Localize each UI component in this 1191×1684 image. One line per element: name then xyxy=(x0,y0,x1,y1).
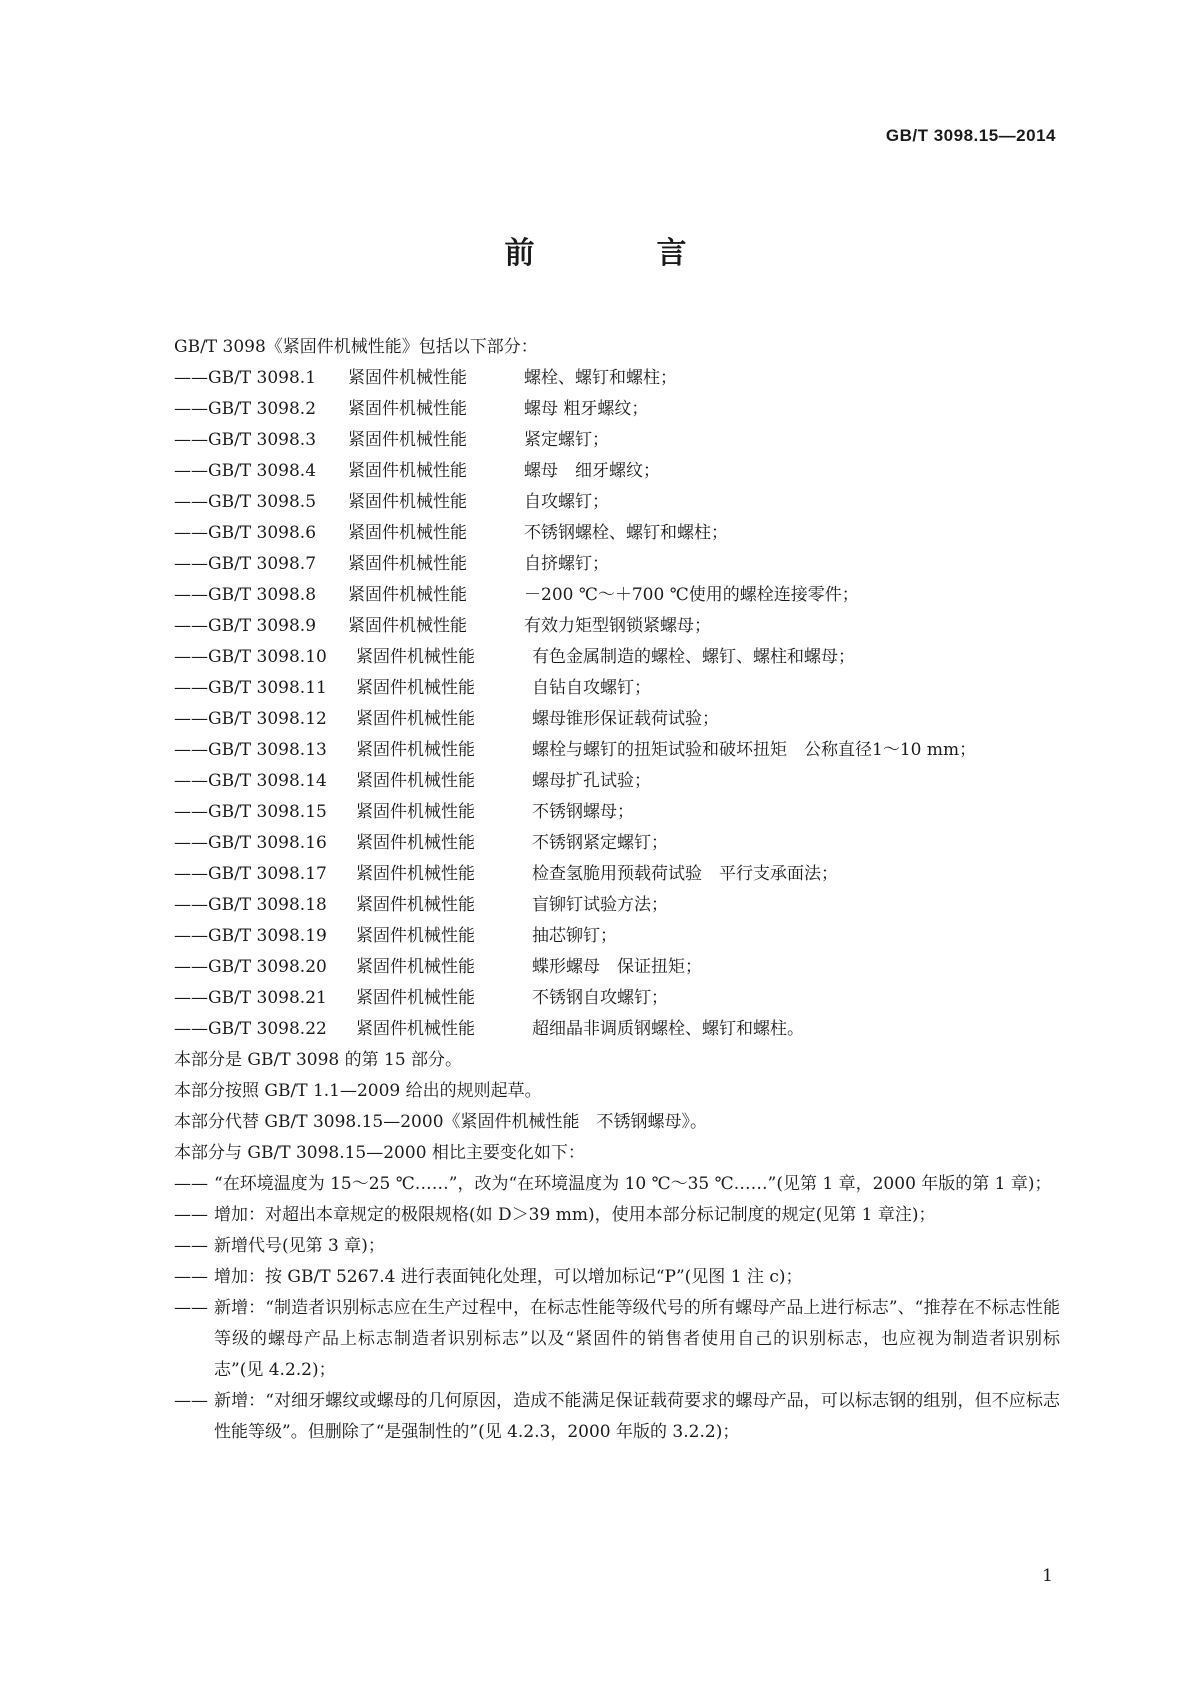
part-desc: 螺母锥形保证载荷试验； xyxy=(532,709,719,729)
part-code: GB/T 3098.18 xyxy=(208,895,327,915)
foreword-body xyxy=(174,332,1060,1448)
part-desc: 不锈钢自攻螺钉； xyxy=(532,988,668,1008)
part-desc: 自攻螺钉； xyxy=(524,492,609,512)
part-code: GB/T 3098.1 xyxy=(208,368,317,388)
change-item xyxy=(174,1386,1060,1448)
dash-marker: —— xyxy=(174,864,208,884)
dash-marker: —— xyxy=(174,895,208,915)
part-item xyxy=(174,363,1060,394)
part-item xyxy=(174,456,1060,487)
dash-marker: —— xyxy=(174,585,208,605)
part-desc: 螺栓、螺钉和螺柱； xyxy=(524,368,677,388)
part-desc: 抽芯铆钉； xyxy=(532,926,617,946)
part-code: GB/T 3098.2 xyxy=(208,399,317,419)
change-item xyxy=(174,1262,1060,1293)
part-name: 紧固件机械性能 xyxy=(348,554,467,574)
statement-paragraph: 本部分是 GB/T 3098 的第 15 部分。 xyxy=(174,1050,463,1070)
change-item xyxy=(174,1169,1060,1200)
part-item xyxy=(174,425,1060,456)
part-code: GB/T 3098.3 xyxy=(208,430,317,450)
part-code: GB/T 3098.19 xyxy=(208,926,327,946)
dash-marker: —— xyxy=(174,1019,208,1039)
part-code: GB/T 3098.5 xyxy=(208,492,317,512)
dash-marker: —— xyxy=(174,802,208,822)
part-name: 紧固件机械性能 xyxy=(356,771,475,791)
part-name: 紧固件机械性能 xyxy=(348,492,467,512)
parts-list xyxy=(174,363,1060,1045)
part-code: GB/T 3098.15 xyxy=(208,802,327,822)
part-name: 紧固件机械性能 xyxy=(356,895,475,915)
part-item xyxy=(174,983,1060,1014)
dash-marker: —— xyxy=(174,1267,208,1287)
part-desc: 蝶形螺母 保证扭矩； xyxy=(532,957,702,977)
statement-paragraph: 本部分与 GB/T 3098.15—2000 相比主要变化如下： xyxy=(174,1143,585,1163)
dash-marker: —— xyxy=(174,1205,208,1225)
part-desc: 螺母扩孔试验； xyxy=(532,771,651,791)
part-code: GB/T 3098.22 xyxy=(208,1019,327,1039)
part-code: GB/T 3098.14 xyxy=(208,771,327,791)
part-name: 紧固件机械性能 xyxy=(356,864,475,884)
change-text: 新增代号(见第 3 章)； xyxy=(214,1236,385,1256)
change-text: 新增：“对细牙螺纹或螺母的几何原因，造成不能满足保证载荷要求的螺母产品，可以标志钢的组别，但不应标志性能等级”。但删除了“是强制性的”(见 4.2.3，2000 年版的 3.2.2)； xyxy=(214,1391,1060,1442)
part-desc: 有色金属制造的螺栓、螺钉、螺柱和螺母； xyxy=(532,647,855,667)
statements xyxy=(174,1045,1060,1169)
part-code: GB/T 3098.8 xyxy=(208,585,317,605)
part-item xyxy=(174,394,1060,425)
dash-marker: —— xyxy=(174,554,208,574)
change-text: 增加：按 GB/T 5267.4 进行表面钝化处理，可以增加标记“P”(见图 1 注 c)； xyxy=(214,1267,803,1287)
page-title: 前 言 xyxy=(504,236,733,271)
part-name: 紧固件机械性能 xyxy=(348,585,467,605)
dash-marker: —— xyxy=(174,678,208,698)
dash-marker: —— xyxy=(174,709,208,729)
part-item xyxy=(174,580,1060,611)
part-code: GB/T 3098.20 xyxy=(208,957,327,977)
part-desc: 盲铆钉试验方法； xyxy=(532,895,668,915)
part-desc: 自钻自攻螺钉； xyxy=(532,678,651,698)
part-item xyxy=(174,487,1060,518)
part-item xyxy=(174,766,1060,797)
part-name: 紧固件机械性能 xyxy=(348,368,467,388)
part-name: 紧固件机械性能 xyxy=(356,709,475,729)
dash-marker: —— xyxy=(174,492,208,512)
part-name: 紧固件机械性能 xyxy=(348,430,467,450)
part-code: GB/T 3098.12 xyxy=(208,709,327,729)
part-name: 紧固件机械性能 xyxy=(348,523,467,543)
change-item xyxy=(174,1231,1060,1262)
part-code: GB/T 3098.16 xyxy=(208,833,327,853)
part-code: GB/T 3098.10 xyxy=(208,647,327,667)
part-name: 紧固件机械性能 xyxy=(356,957,475,977)
part-code: GB/T 3098.9 xyxy=(208,616,317,636)
part-code: GB/T 3098.21 xyxy=(208,988,327,1008)
part-name: 紧固件机械性能 xyxy=(356,678,475,698)
change-text: 增加：对超出本章规定的极限规格(如 D＞39 mm)，使用本部分标记制度的规定(见第 1 章注)； xyxy=(214,1205,936,1225)
part-item xyxy=(174,797,1060,828)
statement-paragraph: 本部分代替 GB/T 3098.15—2000《紧固件机械性能 不锈钢螺母》。 xyxy=(174,1112,708,1132)
part-name: 紧固件机械性能 xyxy=(348,616,467,636)
dash-marker: —— xyxy=(174,461,208,481)
part-desc: 超细晶非调质钢螺栓、螺钉和螺柱。 xyxy=(532,1019,804,1039)
part-code: GB/T 3098.6 xyxy=(208,523,317,543)
part-item xyxy=(174,518,1060,549)
statement-paragraph: 本部分按照 GB/T 1.1—2009 给出的规则起草。 xyxy=(174,1081,542,1101)
dash-marker: —— xyxy=(174,616,208,636)
part-item xyxy=(174,1014,1060,1045)
dash-marker: —— xyxy=(174,740,208,760)
part-item xyxy=(174,611,1060,642)
part-item xyxy=(174,704,1060,735)
part-code: GB/T 3098.11 xyxy=(208,678,327,698)
change-item xyxy=(174,1293,1060,1386)
part-desc: 不锈钢紧定螺钉； xyxy=(532,833,668,853)
part-desc: 螺栓与螺钉的扭矩试验和破坏扭矩 公称直径1～10 mm； xyxy=(532,740,977,760)
intro-paragraph: GB/T 3098《紧固件机械性能》包括以下部分： xyxy=(174,337,538,357)
part-name: 紧固件机械性能 xyxy=(348,461,467,481)
dash-marker: —— xyxy=(174,771,208,791)
change-text: “在环境温度为 15～25 ℃……”，改为“在环境温度为 10 ℃～35 ℃……”(见第 1 章，2000 年版的第 1 章)； xyxy=(214,1174,1052,1194)
part-name: 紧固件机械性能 xyxy=(356,647,475,667)
dash-marker: —— xyxy=(174,399,208,419)
part-desc: －200 ℃～＋700 ℃使用的螺栓连接零件； xyxy=(524,585,859,605)
part-desc: 不锈钢螺母； xyxy=(532,802,634,822)
part-desc: 自挤螺钉； xyxy=(524,554,609,574)
part-name: 紧固件机械性能 xyxy=(356,988,475,1008)
part-desc: 紧定螺钉； xyxy=(524,430,609,450)
page-number: 1 xyxy=(1042,1566,1053,1586)
part-item xyxy=(174,735,1060,766)
part-name: 紧固件机械性能 xyxy=(348,399,467,419)
dash-marker: —— xyxy=(174,1298,208,1318)
part-item xyxy=(174,921,1060,952)
dash-marker: —— xyxy=(174,1391,208,1411)
part-item xyxy=(174,549,1060,580)
change-text: 新增：“制造者识别标志应在生产过程中，在标志性能等级代号的所有螺母产品上进行标志”、“推荐在不标志性能等级的螺母产品上标志制造者识别标志”以及“紧固件的销售者使用自己的识别标志，也应视为制造者识别标志”(见 4.2.2)； xyxy=(214,1298,1060,1380)
part-code: GB/T 3098.17 xyxy=(208,864,327,884)
dash-marker: —— xyxy=(174,647,208,667)
changes-list xyxy=(174,1169,1060,1448)
part-name: 紧固件机械性能 xyxy=(356,833,475,853)
part-code: GB/T 3098.7 xyxy=(208,554,317,574)
part-name: 紧固件机械性能 xyxy=(356,1019,475,1039)
part-item xyxy=(174,890,1060,921)
dash-marker: —— xyxy=(174,523,208,543)
part-item xyxy=(174,828,1060,859)
part-desc: 有效力矩型钢锁紧螺母； xyxy=(524,616,711,636)
dash-marker: —— xyxy=(174,1236,208,1256)
dash-marker: —— xyxy=(174,368,208,388)
part-desc: 不锈钢螺栓、螺钉和螺柱； xyxy=(524,523,728,543)
dash-marker: —— xyxy=(174,926,208,946)
dash-marker: —— xyxy=(174,957,208,977)
part-code: GB/T 3098.13 xyxy=(208,740,327,760)
part-desc: 检查氢脆用预载荷试验 平行支承面法； xyxy=(532,864,838,884)
part-item xyxy=(174,952,1060,983)
part-item xyxy=(174,673,1060,704)
part-code: GB/T 3098.4 xyxy=(208,461,317,481)
part-item xyxy=(174,642,1060,673)
dash-marker: —— xyxy=(174,430,208,450)
standard-number: GB/T 3098.15—2014 xyxy=(885,126,1056,145)
dash-marker: —— xyxy=(174,833,208,853)
part-item xyxy=(174,859,1060,890)
dash-marker: —— xyxy=(174,988,208,1008)
part-desc: 螺母 细牙螺纹； xyxy=(524,461,660,481)
part-name: 紧固件机械性能 xyxy=(356,926,475,946)
part-name: 紧固件机械性能 xyxy=(356,802,475,822)
dash-marker: —— xyxy=(174,1174,208,1194)
part-name: 紧固件机械性能 xyxy=(356,740,475,760)
part-desc: 螺母 粗牙螺纹； xyxy=(524,399,649,419)
change-item xyxy=(174,1200,1060,1231)
